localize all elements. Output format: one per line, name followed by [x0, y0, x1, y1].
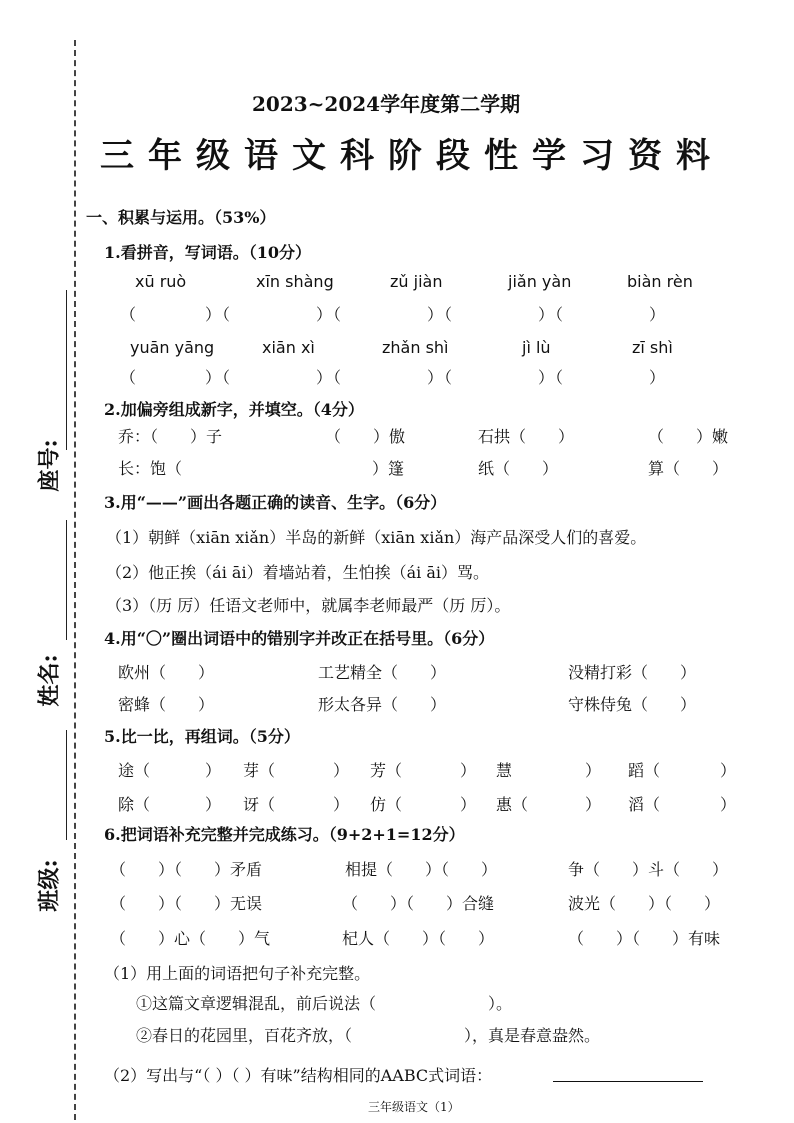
- q5-item: ）: [333, 795, 350, 814]
- q6-item: 争（ ）斗（ ）: [568, 860, 729, 879]
- q5-item: 蹈（: [628, 761, 661, 780]
- question-5-title: 5.比一比，再组词。（5分）: [104, 727, 300, 746]
- pinyin-8: zhǎn shì: [382, 338, 449, 357]
- question-1-title: 1.看拼音，写词语。（10分）: [104, 243, 311, 262]
- q4-item: 守株侍兔（ ）: [568, 695, 697, 714]
- section-heading: 一、积累与运用。（53%）: [86, 208, 276, 227]
- answer-blank-line: [553, 1081, 703, 1082]
- q4-item: 工艺精全（ ）: [318, 663, 447, 682]
- q5-item: ）: [205, 795, 222, 814]
- q5-item: ）: [460, 761, 477, 780]
- q5-item: ）: [720, 795, 737, 814]
- pinyin-7: xiān xì: [262, 338, 315, 357]
- q6-item: （ ）（ ）矛盾: [110, 860, 263, 879]
- q6-item: （ ）（ ）合缝: [342, 894, 495, 913]
- q5-item: ）: [585, 795, 602, 814]
- class-label: 班级:: [36, 859, 63, 912]
- answer-brackets-1: （ ）（ ）（ ）（ ）（ ）: [120, 305, 667, 324]
- pinyin-3: zǔ jiàn: [390, 272, 443, 291]
- seat-underline: [66, 290, 67, 450]
- q2-item: （ ）傲: [325, 427, 406, 446]
- q5-item: 除（: [118, 795, 151, 814]
- term-heading: 2023~2024学年度第二学期: [252, 92, 521, 116]
- pinyin-1: xū ruò: [135, 272, 187, 291]
- q2-item: 长：饱（: [118, 459, 183, 478]
- page-title: 三年级语文科阶段性学习资料: [100, 136, 724, 176]
- q5-item: ）: [205, 761, 222, 780]
- q5-item: 途（: [118, 761, 151, 780]
- q6-item: （ ）（ ）无误: [110, 894, 263, 913]
- pinyin-9: jì lù: [522, 338, 551, 357]
- q5-item: ）: [333, 761, 350, 780]
- q6-sub1-sentence-a: ①这篇文章逻辑混乱，前后说法（ ）。: [136, 994, 513, 1013]
- q6-sub1-title: （1）用上面的词语把句子补充完整。: [104, 964, 371, 983]
- question-2-title: 2.加偏旁组成新字，并填空。（4分）: [104, 400, 364, 419]
- pinyin-10: zī shì: [632, 338, 673, 357]
- q4-item: 密蜂（ ）: [118, 695, 215, 714]
- q2-item: 石拱（ ）: [478, 427, 575, 446]
- q2-item: 算（ ）: [648, 459, 729, 478]
- q6-item: 波光（ ）（ ）: [568, 894, 721, 913]
- question-3-title: 3.用“——”画出各题正确的读音、生字。（6分）: [104, 493, 447, 512]
- q4-item: 欧州（ ）: [118, 663, 215, 682]
- q2-item: 纸（ ）: [478, 459, 559, 478]
- class-underline: [66, 730, 67, 840]
- q2-item: 乔：（ ）子: [118, 427, 223, 446]
- q4-item: 没精打彩（ ）: [568, 663, 697, 682]
- q3-sentence-3: （3）（历 厉）任语文老师中，就属李老师最严（历 厉）。: [106, 596, 511, 615]
- q6-item: 杞人（ ）（ ）: [342, 929, 495, 948]
- q3-sentence-2: （2）他正挨（ái āi）着墙站着，生怕挨（ái āi）骂。: [106, 563, 489, 582]
- answer-brackets-2: （ ）（ ）（ ）（ ）（ ）: [120, 368, 667, 387]
- q6-sub2-title: （2）写出与“（ ）（ ）有味”结构相同的AABC式词语：: [104, 1066, 493, 1085]
- q5-item: 滔（: [628, 795, 661, 814]
- q5-item: ）: [460, 795, 477, 814]
- pinyin-6: yuān yāng: [130, 338, 215, 357]
- q5-item: 讶（: [243, 795, 276, 814]
- q6-item: （ ）（ ）有味: [568, 929, 721, 948]
- question-4-title: 4.用“〇”圈出词语中的错别字并改正在括号里。（6分）: [104, 629, 495, 648]
- q5-item: ）: [585, 761, 602, 780]
- q5-item: 芳（: [370, 761, 403, 780]
- q4-item: 形太各异（ ）: [318, 695, 447, 714]
- q5-item: 慧: [496, 761, 513, 780]
- q6-item: （ ）心（ ）气: [110, 929, 271, 948]
- q3-sentence-1: （1）朝鲜（xiān xiǎn）半岛的新鲜（xiān xiǎn）海产品深受人们的喜爱。: [106, 528, 647, 547]
- pinyin-4: jiǎn yàn: [508, 272, 572, 291]
- q2-item: ）篷: [372, 459, 405, 478]
- q5-item: 芽（: [243, 761, 276, 780]
- q2-item: （ ）嫩: [648, 427, 729, 446]
- q6-sub1-sentence-b: ②春日的花园里，百花齐放，（ ），真是春意盎然。: [136, 1026, 601, 1045]
- name-label: 姓名:: [36, 654, 63, 707]
- q5-item: 仿（: [370, 795, 403, 814]
- q6-item: 相提（ ）（ ）: [345, 860, 498, 879]
- name-underline: [66, 520, 67, 640]
- binding-fold-line: [74, 40, 76, 1120]
- pinyin-5: biàn rèn: [627, 272, 693, 291]
- seat-label: 座号:: [36, 439, 63, 492]
- pinyin-2: xīn shàng: [256, 272, 334, 291]
- page-footer: 三年级语文（1）: [368, 1100, 460, 1114]
- question-6-title: 6.把词语补充完整并完成练习。（9+2+1=12分）: [104, 825, 465, 844]
- q5-item: 惠（: [496, 795, 529, 814]
- q5-item: ）: [720, 761, 737, 780]
